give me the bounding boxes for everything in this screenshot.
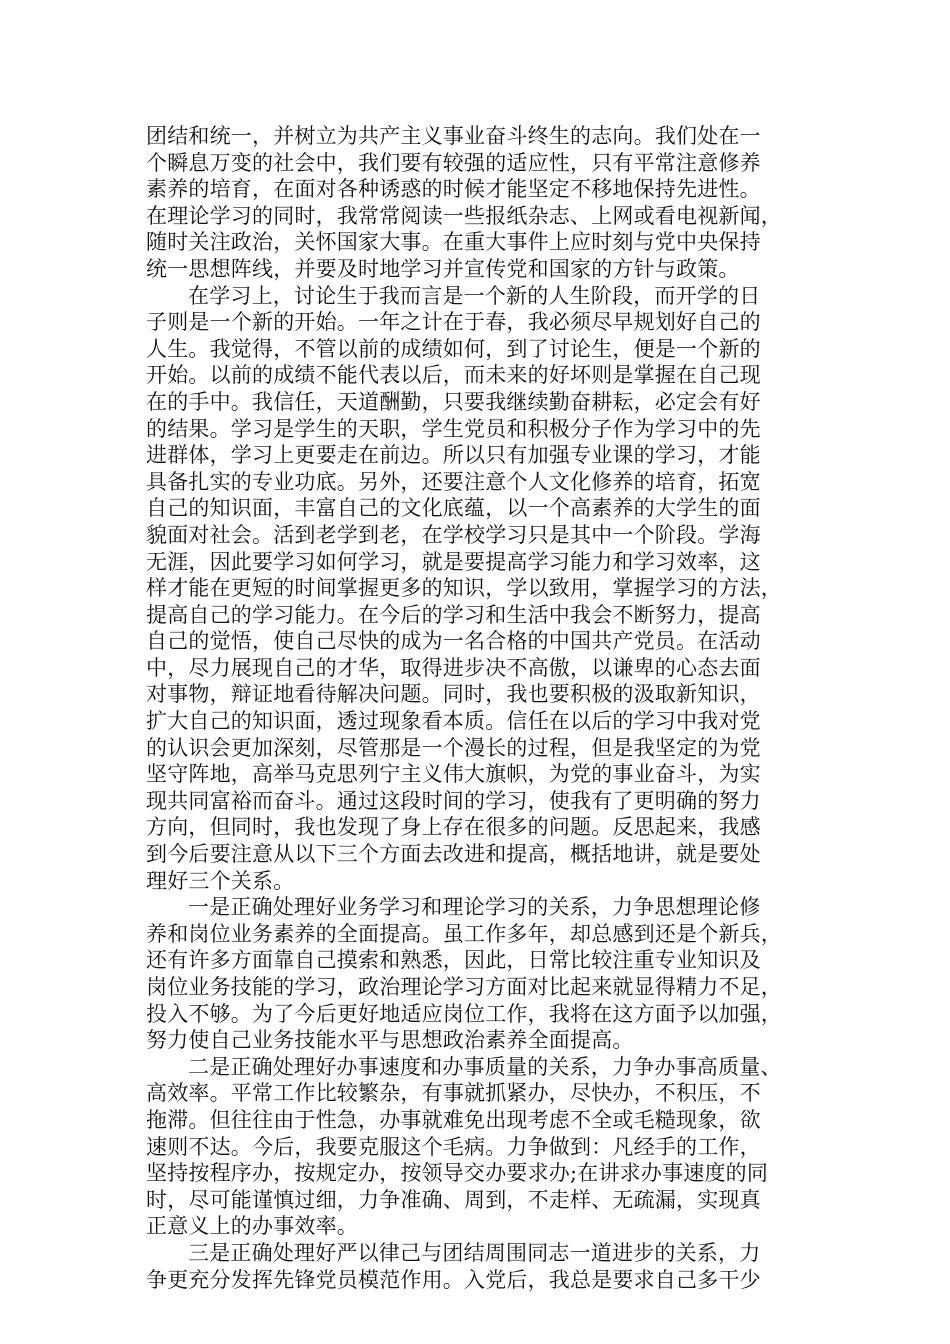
text-line: 到今后要注意从以下三个方面去改进和提高，概括地讲，就是要处 bbox=[146, 842, 761, 867]
body-text bbox=[146, 123, 811, 1293]
text-line: 子则是一个新的开始。一年之计在于春，我必须尽早规划好自己的 bbox=[146, 310, 761, 335]
text-line: 开始。以前的成绩不能代表以后，而未来的好坏则是掌握在自己现 bbox=[146, 363, 761, 388]
text-line: 的结果。学习是学生的天职，学生党员和积极分子作为学习中的先 bbox=[146, 416, 761, 441]
text-line: 速则不达。今后，我要克服这个毛病。力争做到：凡经手的工作， bbox=[146, 1134, 761, 1159]
text-line: 团结和统一，并树立为共产主义事业奋斗终生的志向。我们处在一 bbox=[146, 124, 761, 148]
text-line: 理好三个关系。 bbox=[146, 868, 295, 893]
text-line: 自己的知识面，丰富自己的文化底蕴，以一个高素养的大学生的面 bbox=[146, 496, 761, 521]
text-line: 对事物，辩证地看待解决问题。同时，我也要积极的汲取新知识， bbox=[146, 682, 761, 707]
text-line: 提高自己的学习能力。在今后的学习和生活中我会不断努力，提高 bbox=[146, 602, 761, 627]
text-line: 随时关注政治，关怀国家大事。在重大事件上应时刻与党中央保持 bbox=[146, 230, 761, 255]
text-line: 还有许多方面靠自己摸索和熟悉，因此，日常比较注重专业知识及 bbox=[146, 948, 761, 973]
text-line: 无涯，因此要学习如何学习，就是要提高学习能力和学习效率，这 bbox=[146, 549, 761, 574]
text-line: 进群体，学习上更要走在前边。所以只有加强专业课的学习，才能 bbox=[146, 443, 761, 468]
text-line: 正意义上的办事效率。 bbox=[146, 1214, 358, 1239]
text-line: 坚守阵地，高举马克思列宁主义伟大旗帜，为党的事业奋斗，为实 bbox=[146, 762, 761, 787]
text-line: 时，尽可能谨慎过细，力争准确、周到，不走样、无疏漏，实现真 bbox=[146, 1187, 761, 1212]
paragraph-first-line: 在学习上，讨论生于我而言是一个新的人生阶段，而开学的日 bbox=[188, 283, 761, 308]
text-line: 岗位业务技能的学习，政治理论学习方面对比起来就显得精力不足， bbox=[146, 975, 782, 999]
text-line: 扩大自己的知识面，透过现象看本质。信任在以后的学习中我对党 bbox=[146, 709, 761, 734]
text-line: 拖滞。但往往由于性急，办事就难免出现考虑不全或毛糙现象，欲 bbox=[146, 1107, 761, 1132]
text-line: 个瞬息万变的社会中，我们要有较强的适应性，只有平常注意修养 bbox=[146, 150, 761, 175]
text-line: 的认识会更加深刻，尽管那是一个漫长的过程，但是我坚定的为党 bbox=[146, 735, 761, 760]
text-line: 在理论学习的同时，我常常阅读一些报纸杂志、上网或看电视新闻， bbox=[146, 203, 782, 228]
text-line: 素养的培育，在面对各种诱惑的时候才能坚定不移地保持先进性。 bbox=[146, 177, 761, 202]
text-line: 人生。我觉得，不管以前的成绩如何，到了讨论生，便是一个新的 bbox=[146, 336, 761, 361]
paragraph-first-line: 二是正确处理好办事速度和办事质量的关系，力争办事高质量、 bbox=[188, 1054, 782, 1079]
text-line: 高效率。平常工作比较繁杂，有事就抓紧办，尽快办，不积压，不 bbox=[146, 1081, 761, 1106]
paragraph-first-line: 一是正确处理好业务学习和理论学习的关系，力争思想理论修 bbox=[188, 895, 761, 920]
paragraph-first-line: 三是正确处理好严以律己与团结周围同志一道进步的关系，力 bbox=[188, 1240, 761, 1265]
text-line: 努力使自己业务技能水平与思想政治素养全面提高。 bbox=[146, 1028, 634, 1053]
text-line: 样才能在更短的时间掌握更多的知识，学以致用，掌握学习的方法， bbox=[146, 576, 782, 601]
text-line: 养和岗位业务素养的全面提高。虽工作多年，却总感到还是个新兵， bbox=[146, 921, 782, 946]
text-line: 坚持按程序办，按规定办，按领导交办要求办;在讲求办事速度的同 bbox=[146, 1161, 769, 1186]
text-line: 方向，但同时，我也发现了身上存在很多的问题。反思起来，我感 bbox=[146, 815, 761, 840]
text-line: 自己的觉悟，使自己尽快的成为一名合格的中国共产党员。在活动 bbox=[146, 629, 761, 654]
text-line: 现共同富裕而奋斗。通过这段时间的学习，使我有了更明确的努力 bbox=[146, 788, 761, 813]
text-line: 貌面对社会。活到老学到老，在学校学习只是其中一个阶段。学海 bbox=[146, 522, 761, 547]
text-line: 具备扎实的专业功底。另外，还要注意个人文化修养的培育，拓宽 bbox=[146, 469, 761, 494]
text-line: 在的手中。我信任，天道酬勤，只要我继续勤奋耕耘，必定会有好 bbox=[146, 389, 761, 414]
text-line: 中，尽力展现自己的才华，取得进步决不高傲，以谦卑的心态去面 bbox=[146, 655, 761, 680]
text-line: 统一思想阵线，并要及时地学习并宣传党和国家的方针与政策。 bbox=[146, 256, 740, 281]
text-line: 投入不够。为了今后更好地适应岗位工作，我将在这方面予以加强， bbox=[146, 1001, 782, 1026]
text-line: 争更充分发挥先锋党员模范作用。入党后，我总是要求自己多干少 bbox=[146, 1267, 761, 1292]
